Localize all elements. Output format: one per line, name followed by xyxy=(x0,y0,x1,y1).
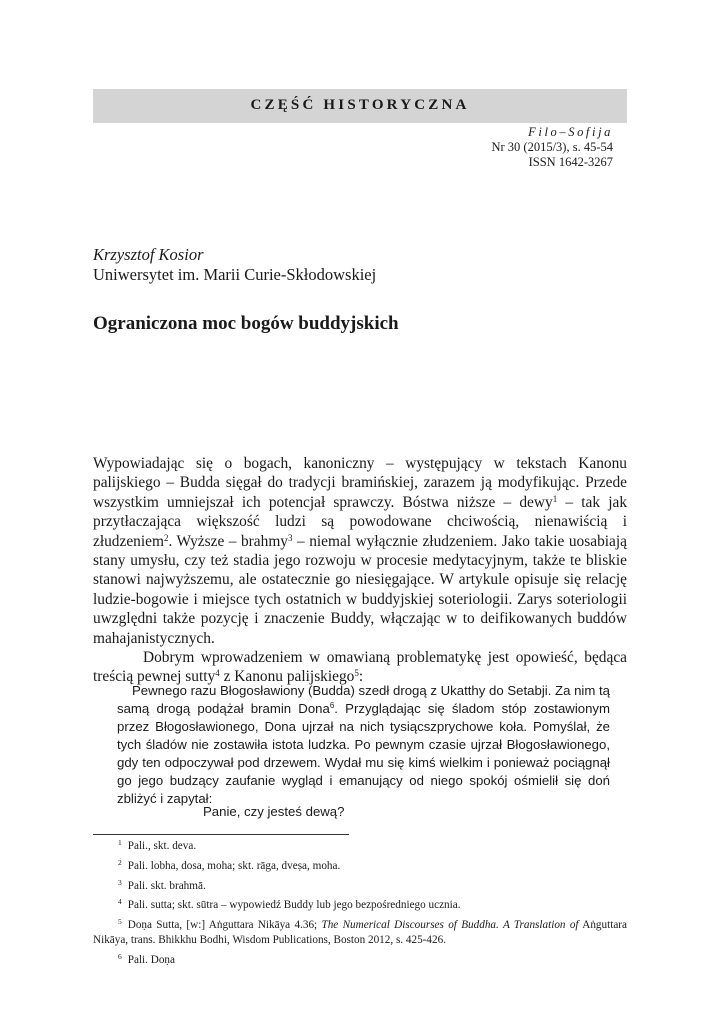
journal-issn: ISSN 1642-3267 xyxy=(528,155,613,169)
footnote-1 xyxy=(93,839,627,854)
footnote-4 xyxy=(93,898,627,913)
footnote-text: Pali. lobha, dosa, moha; skt. rāga, dveṣa, moha. xyxy=(127,859,341,872)
journal-info xyxy=(413,125,613,170)
body-text xyxy=(93,454,627,687)
footnote-ref[interactable]: 6 xyxy=(329,701,335,710)
author-block xyxy=(93,245,376,285)
footnote-6 xyxy=(93,953,627,968)
text-run: – niemal wyłącznie złudzeniem. Jako takie uosabiają stany umysłu, czy też stadia jego rozwoju w procesie medytacyjnym, także te bliskie stanowi najwyższemu, ale ostatecznie go niesięgające. W artykule opisuje się relację ludzie-bogowie i miejsce tych ostatnich w buddyjskiej soteriologii. Zarys soteriologii uwzględni także pozycję i znaczenie Buddy, włączając w to deifikowanych buddów mahajanistycznych. xyxy=(93,532,627,647)
footnote-text: Pali., skt. deva. xyxy=(127,840,197,852)
footnote-text: Pali. skt. brahmā. xyxy=(127,879,206,892)
author-name: Krzysztof Kosior xyxy=(93,245,204,264)
text-run: Pewnego razu Błogosławiony (Budda) szedł drogą z Ukatthy do Setabji. Za nim tą samą drogą podążał bramin Dona xyxy=(117,683,610,716)
footnote-number: 5 xyxy=(118,917,122,927)
text-run: . Wyższe – brahmy xyxy=(168,532,288,550)
footnote-divider xyxy=(93,834,349,835)
footnote-5 xyxy=(93,918,627,948)
footnote-text: Aṅguttara Nikāya, trans. Bhikkhu Bodhi, Wisdom Publications, Boston 2012, s. 425-426. xyxy=(93,919,627,947)
footnote-text: Pali. sutta; skt. sūtra – wypowiedź Buddy lub jego bezpośredniego ucznia. xyxy=(127,899,461,912)
author-affiliation: Uniwersytet im. Marii Curie-Skłodowskiej xyxy=(93,265,377,284)
text-run: : xyxy=(358,668,364,686)
journal-name: Filo–Sofija xyxy=(528,125,613,139)
footnote-italic-title: The Numerical Discourses of Buddha. A Translation of xyxy=(321,919,579,932)
footnote-text: Doṇa Sutta, [w:] Aṅguttara Nikāya 4.36; xyxy=(127,919,322,932)
footnote-number: 3 xyxy=(118,877,122,887)
section-label: CZĘŚĆ HISTORYCZNA xyxy=(250,97,470,113)
footnote-ref[interactable]: 1 xyxy=(552,493,558,504)
footnote-number: 2 xyxy=(118,857,122,867)
paragraph-1 xyxy=(93,454,627,648)
footnote-number: 4 xyxy=(118,897,122,907)
footnote-number: 1 xyxy=(118,838,122,847)
footnote-ref[interactable]: 3 xyxy=(288,532,293,543)
quote-paragraph xyxy=(117,682,610,808)
text-run: Dobrym wprowadzeniem w omawianą problematykę jest opowieść, będąca treścią pewnej sutty xyxy=(93,649,627,686)
footnote-2 xyxy=(93,859,627,874)
footnote-ref[interactable]: 5 xyxy=(354,668,359,679)
journal-issue: Nr 30 (2015/3), s. 45-54 xyxy=(491,140,613,154)
text-run: . Przyglądając się śladom stóp zostawionym przez Błogosławionego, Dona ujrzał na nich tysiącszprychowe koła. Pomyślał, że tych śladów nie zostawiła istota ludzka. Po pewnym czasie ujrzał Błogosławionego, gdy ten odpoczywał pod drzewem. Wydał mu się kimś wielkim i ponieważ pociągnął go jego budzący zaufanie wygląd i emanujący od niego spokój ośmielił się doń zbliżyć i zapytał: xyxy=(117,701,611,806)
footnote-3 xyxy=(93,879,627,894)
footnote-ref[interactable]: 4 xyxy=(215,668,220,679)
footnotes xyxy=(93,839,627,973)
block-quote xyxy=(117,682,610,808)
text-run: z Kanonu palijskiego xyxy=(219,668,355,686)
quote-question: Panie, czy jesteś dewą? xyxy=(203,804,345,819)
footnote-ref[interactable]: 2 xyxy=(163,532,169,543)
section-header-band xyxy=(93,89,627,123)
text-run: – tak jak przytłaczająca większość ludzi są powodowane chciwością, nienawiścią i złudzeniem xyxy=(93,493,628,550)
footnote-text: Pali. Doṇa xyxy=(127,953,175,966)
text-run: Wypowiadając się o bogach, kanoniczny – występujący w tekstach Kanonu palijskiego – Budda sięgał do tradycji bramińskiej, zarazem ją modyfikując. Przede wszystkim umniejszał ich potencjał sprawczy. Bóstwa niższe – dewy xyxy=(93,455,627,511)
footnote-number: 6 xyxy=(118,951,122,961)
article-title: Ograniczona moc bogów buddyjskich xyxy=(93,313,399,334)
